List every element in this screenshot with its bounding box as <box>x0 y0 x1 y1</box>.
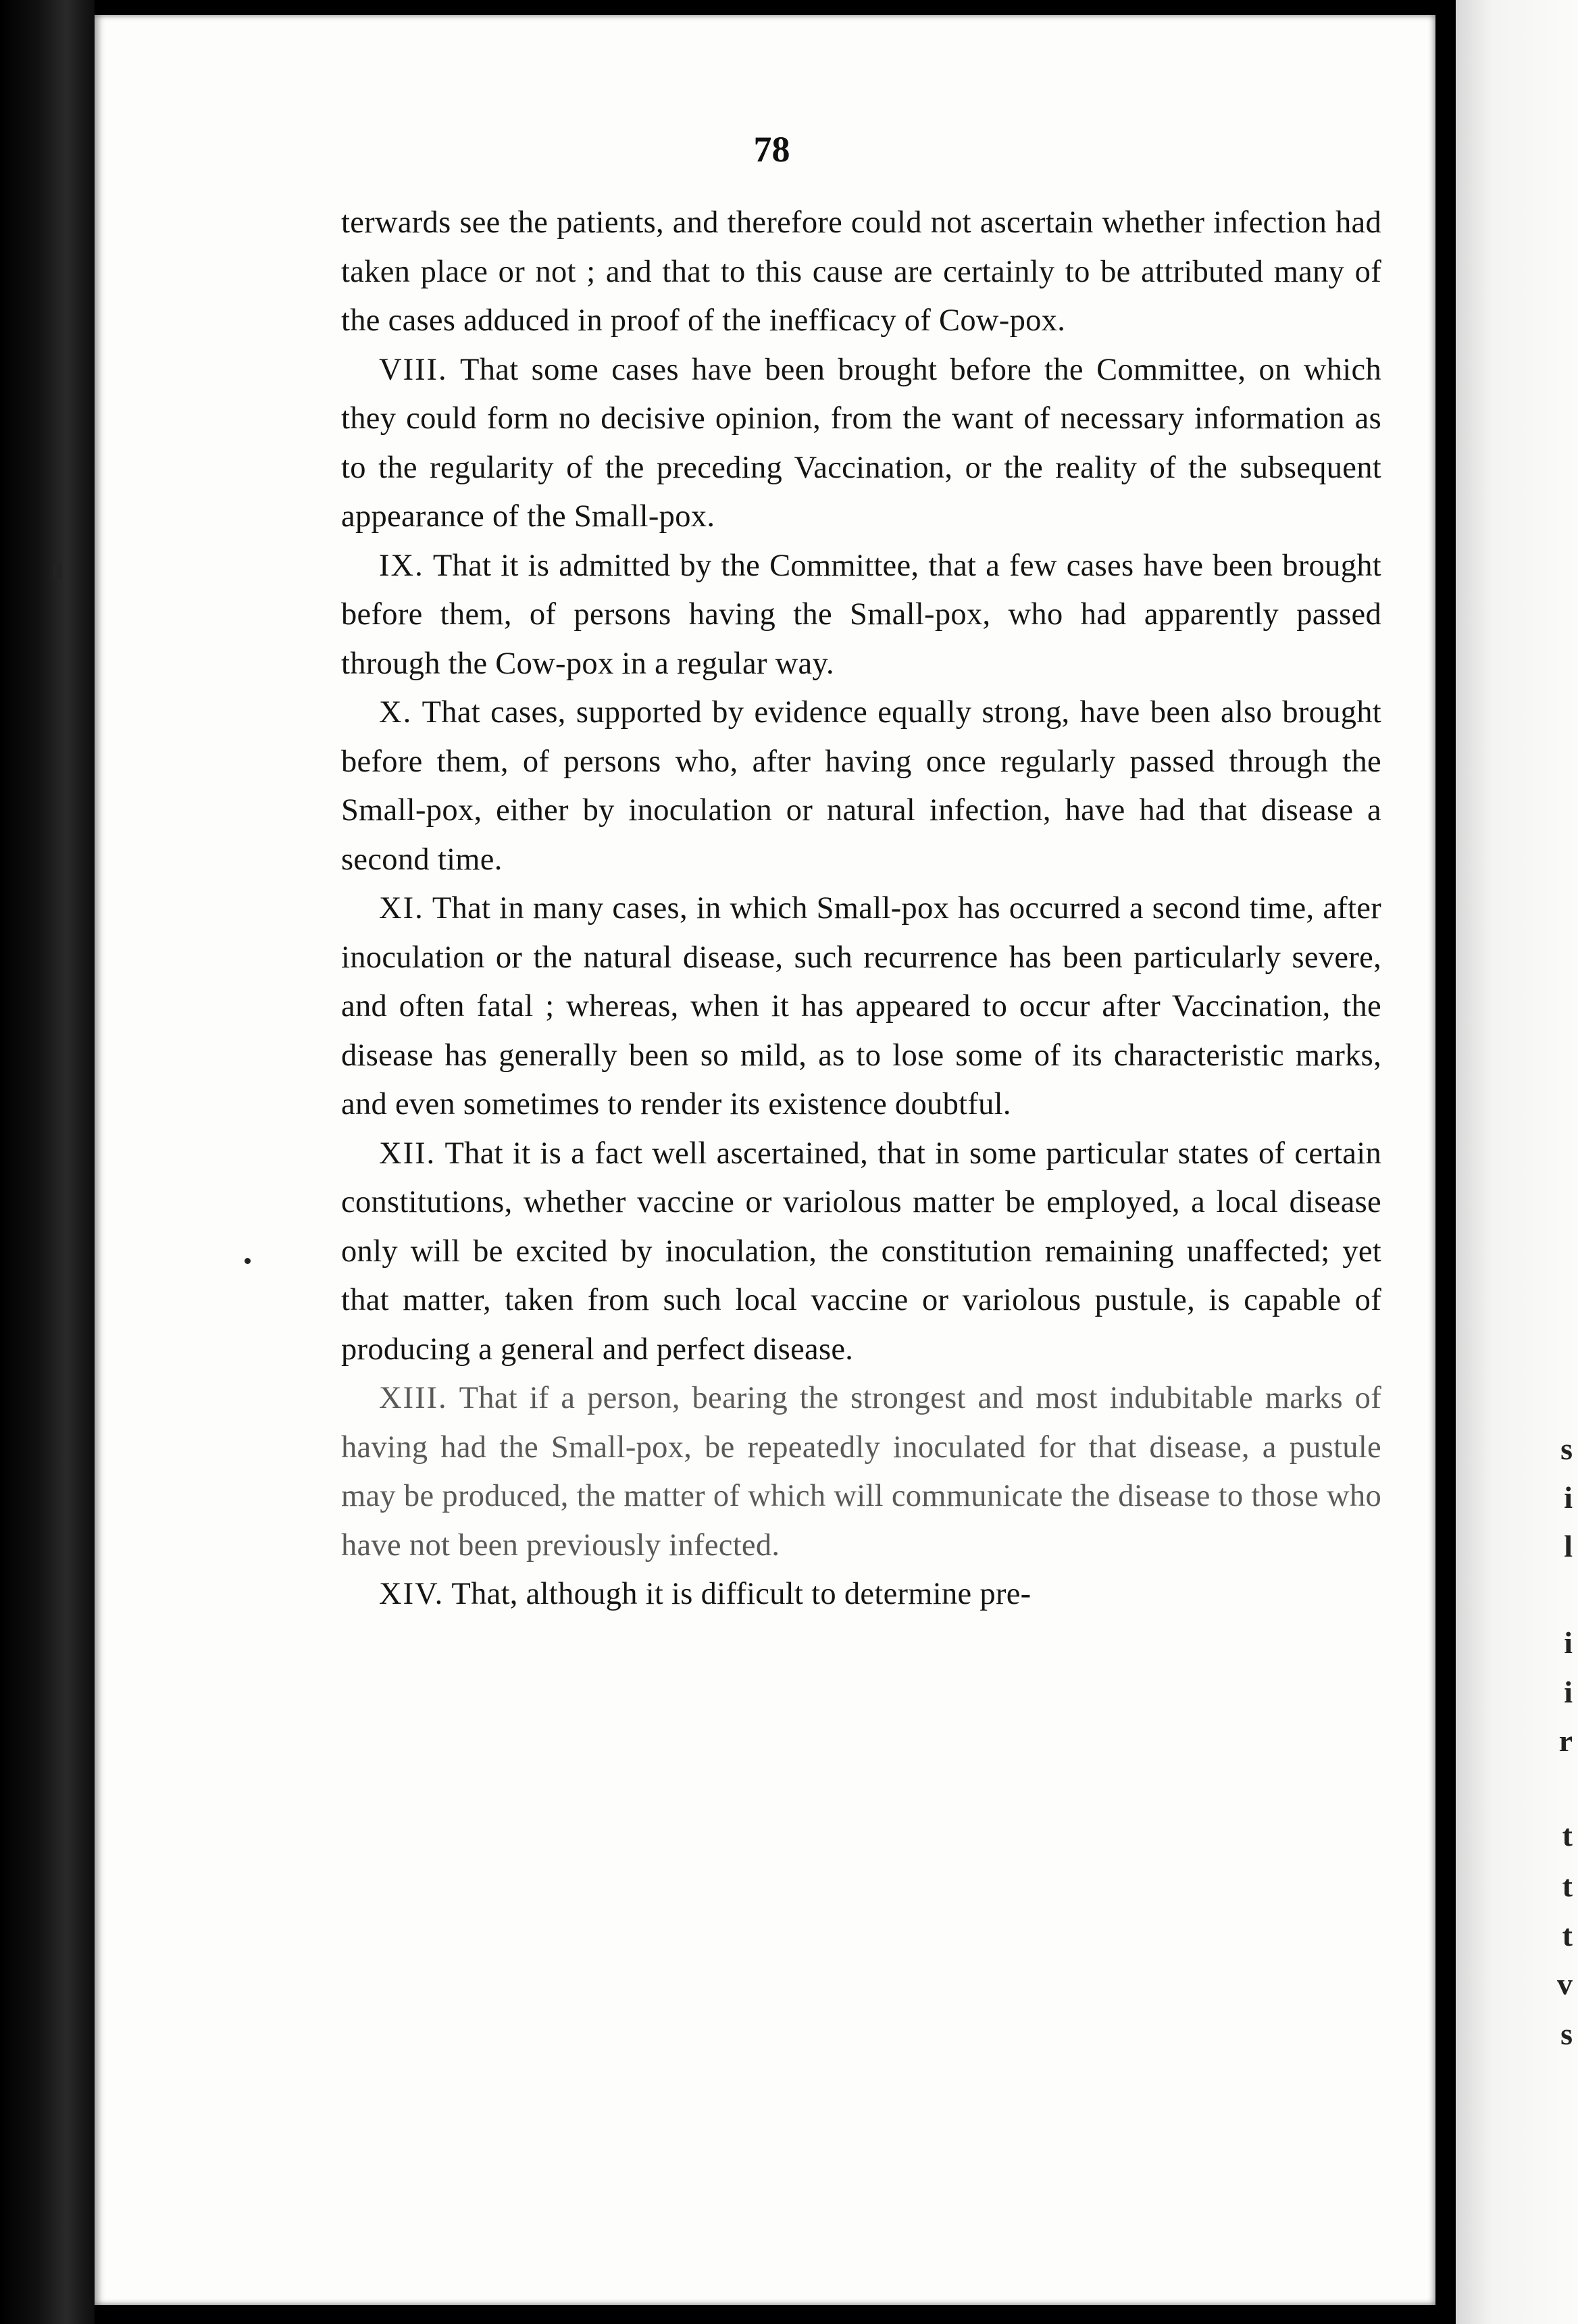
sliver-char: i <box>1564 1625 1573 1660</box>
next-page-edge <box>1456 0 1578 2324</box>
sliver-char: r <box>1558 1723 1573 1758</box>
paragraph-xi <box>341 884 1381 1130</box>
sliver-char: v <box>1557 1967 1573 2001</box>
sliver-char: t <box>1562 1818 1573 1852</box>
body-text <box>341 199 1381 1619</box>
sliver-char: l <box>1564 1529 1573 1563</box>
paragraph-viii <box>341 346 1381 542</box>
paragraph-numeral: IX. <box>379 548 424 583</box>
paragraph-text: That in many cases, in which Small-pox has occurred a second time, after inoculation or the natural disease, such recurrence has been particularly severe, and often fatal ; whereas, when it has appeared to occur after Vaccination, the disease has generally been so mild, as to lose some of its characteristic marks, and even sometimes to render its existence doubtful. <box>341 891 1381 1121</box>
paragraph-text: That it is admitted by the Committee, that a few cases have been brought before them, of persons having the Small-pox, who had apparently passed through the Cow-pox in a regular way. <box>341 548 1381 681</box>
paragraph-text: terwards see the patients, and therefore could not ascertain whether infection had taken place or not ; and that to this cause are certainly to be attributed many of the cases adduced in proof of the inefficacy of Cow-pox. <box>341 205 1381 338</box>
sliver-char: s <box>1560 2017 1573 2051</box>
page-gutter-right <box>1435 0 1456 2324</box>
sliver-char: i <box>1564 1675 1573 1709</box>
paragraph-continuation <box>341 199 1381 346</box>
paragraph-ix <box>341 542 1381 689</box>
ink-speck <box>53 563 62 578</box>
sliver-char: t <box>1562 1918 1573 1952</box>
paragraph-text: That cases, supported by evidence equally strong, have been also brought before them, of persons who, after having once regularly passed through the Small-pox, either by inoculation or natural infection, have had that disease a second time. <box>341 695 1381 877</box>
paragraph-text: That if a person, bearing the strongest and most indubitable marks of having had the Small-pox, be repeatedly inoculated for that disease, a pustule may be produced, the matter of which will communicate the disease to those who have not been previously infected. <box>341 1381 1381 1563</box>
paragraph-xiv <box>341 1570 1381 1619</box>
sliver-char: i <box>1564 1480 1573 1515</box>
paragraph-numeral: XII. <box>379 1136 436 1171</box>
paragraph-numeral: XIII. <box>379 1381 448 1415</box>
paragraph-text: That it is a fact well ascertained, that in some particular states of certain constitutions, whether vaccine or variolous matter be employed, a local disease only will be excited by inoculation, the constitution remaining unaffected; yet that matter, taken from such local vaccine or variolous pustule, is capable of producing a general and perfect disease. <box>341 1136 1381 1367</box>
paragraph-numeral: XIV. <box>379 1577 444 1611</box>
paragraph-numeral: X. <box>379 695 413 730</box>
paragraph-xiii <box>341 1374 1381 1570</box>
book-binding-left <box>0 0 95 2324</box>
paragraph-text: That, although it is difficult to determine pre- <box>451 1577 1032 1611</box>
page-number: 78 <box>753 129 790 170</box>
paragraph-text: That some cases have been brought before the Committee, on which they could form no decisive opinion, from the want of necessary information as to the regularity of the preceding Vaccination, or the reality of the subsequent appearance of the Small-pox. <box>341 352 1381 534</box>
sliver-char: s <box>1560 1432 1573 1466</box>
ink-speck <box>245 1258 251 1264</box>
sliver-char: t <box>1562 1869 1573 1903</box>
paragraph-x <box>341 688 1381 884</box>
paragraph-numeral: VIII. <box>379 352 448 387</box>
book-page <box>95 15 1435 2305</box>
paragraph-numeral: XI. <box>379 891 424 926</box>
paragraph-xii <box>341 1130 1381 1375</box>
